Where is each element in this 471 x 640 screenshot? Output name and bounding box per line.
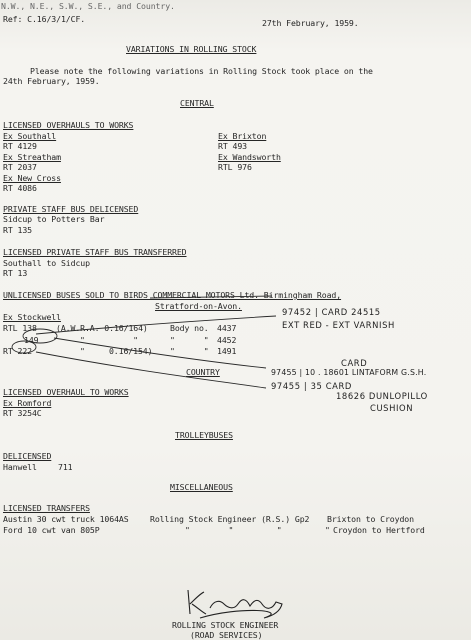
miscellaneous-heading: MISCELLANEOUS xyxy=(170,482,233,492)
country-overhaul-heading: LICENSED OVERHAUL TO WORKS xyxy=(3,387,129,397)
header-distribution: N.W., N.E., S.W., S.E., and Country. xyxy=(1,1,175,11)
sold-row-vehicle: 149 xyxy=(24,335,39,345)
delicensed-route: Sidcup to Potters Bar xyxy=(3,214,105,224)
sold-row-body-no: 4437 xyxy=(217,323,237,333)
sold-row-body-no: 4452 xyxy=(217,335,237,345)
circle-mark xyxy=(12,341,36,353)
signatory-title: ROLLING STOCK ENGINEER xyxy=(172,620,279,630)
document-date: 27th February, 1959. xyxy=(262,18,359,28)
signatory-department: (ROAD SERVICES) xyxy=(190,630,263,640)
trolleybuses-heading: TROLLEYBUSES xyxy=(175,430,233,440)
vehicle-rt493: RT 493 xyxy=(218,141,247,151)
vehicle-rt2037: RT 2037 xyxy=(3,162,37,172)
reference-number: Ref: C.16/3/1/CF. xyxy=(3,14,86,24)
trolleybus-delicensed-heading: DELICENSED xyxy=(3,451,52,461)
trolleybus-garage: Hanwell xyxy=(3,462,37,472)
transfer-vehicle: Ford 10 cwt van 805P xyxy=(3,525,100,535)
licensed-transfers-heading: LICENSED TRANSFERS xyxy=(3,503,90,513)
garage-romford: Ex Romford xyxy=(3,398,52,408)
transfer-department: " " " " xyxy=(185,525,330,535)
licensed-overhauls-heading: LICENSED OVERHAULS TO WORKS xyxy=(3,120,134,130)
central-heading: CENTRAL xyxy=(180,98,214,108)
country-heading: COUNTRY xyxy=(186,367,220,377)
sold-row-body-label: " " xyxy=(170,335,209,345)
sold-row-vehicle: RTL 138 xyxy=(3,323,37,333)
transfer-route: Brixton to Croydon xyxy=(327,514,414,524)
sold-row-vehicle: RT 222 xyxy=(3,346,32,356)
delicensed-vehicle: RT 135 xyxy=(3,225,32,235)
vehicle-rt3254c: RT 3254C xyxy=(3,408,42,418)
vehicle-rt4129: RT 4129 xyxy=(3,141,37,151)
sold-row-body-type: (A.W.R.A. 0.16/164) xyxy=(56,323,148,333)
transfer-route: Croydon to Hertford xyxy=(333,525,425,535)
garage-brixton: Ex Brixton xyxy=(218,131,267,141)
sold-row-body-label: " " xyxy=(170,346,209,356)
connector-line xyxy=(36,316,276,334)
buses-sold-heading: UNLICENSED BUSES SOLD TO BIRDS COMMERCIAL MOTORS Ltd. Birmingham Road, xyxy=(3,290,342,300)
transfer-department: Rolling Stock Engineer (R.S.) Gp2 xyxy=(150,514,310,524)
annotation-note-1: 97452 | CARD 24515 xyxy=(282,307,381,317)
connector-line xyxy=(36,352,266,388)
signature-drawing xyxy=(180,584,300,620)
buses-sold-heading-2: Stratford-on-Avon. xyxy=(155,301,242,311)
annotation-note-3: 97455 | 35 CARD xyxy=(271,381,352,391)
annotation-note-2b: 97455 | 10 . 18601 LINTAFORM G.S.H. xyxy=(271,368,427,377)
sold-row-body-no: 1491 xyxy=(217,346,237,356)
staff-bus-transferred-heading: LICENSED PRIVATE STAFF BUS TRANSFERRED xyxy=(3,247,187,257)
sold-row-body-type: " " xyxy=(80,335,138,345)
connector-line xyxy=(54,338,266,368)
garage-new-cross: Ex New Cross xyxy=(3,173,61,183)
garage-streatham: Ex Streatham xyxy=(3,152,61,162)
intro-line-2: 24th February, 1959. xyxy=(3,76,100,86)
vehicle-rt4086: RT 4086 xyxy=(3,183,37,193)
annotation-note-1b: EXT RED - EXT VARNISH xyxy=(282,320,395,330)
vehicle-rtl976: RTL 976 xyxy=(218,162,252,172)
garage-stockwell: Ex Stockwell xyxy=(3,312,61,322)
annotation-note-3b: 18626 DUNLOPILLO xyxy=(336,391,428,401)
trolleybus-number: 711 xyxy=(58,462,73,472)
sold-row-body-type: " 0.16/154) xyxy=(80,346,153,356)
annotation-note-3c: CUSHION xyxy=(370,403,414,413)
transferred-vehicle: RT 13 xyxy=(3,268,28,278)
underline-mark xyxy=(150,296,272,298)
transfer-vehicle: Austin 30 cwt truck 1064AS xyxy=(3,514,129,524)
document-title: VARIATIONS IN ROLLING STOCK xyxy=(126,44,257,54)
sold-row-body-label: Body no. xyxy=(170,323,209,333)
annotation-note-2: CARD xyxy=(341,358,368,368)
staff-bus-delicensed-heading: PRIVATE STAFF BUS DELICENSED xyxy=(3,204,139,214)
garage-wandsworth: Ex Wandsworth xyxy=(218,152,281,162)
intro-line-1: Please note the following variations in Rolling Stock took place on the xyxy=(30,66,373,76)
transferred-route: Southall to Sidcup xyxy=(3,258,90,268)
garage-southall: Ex Southall xyxy=(3,131,57,141)
signature xyxy=(180,584,300,620)
